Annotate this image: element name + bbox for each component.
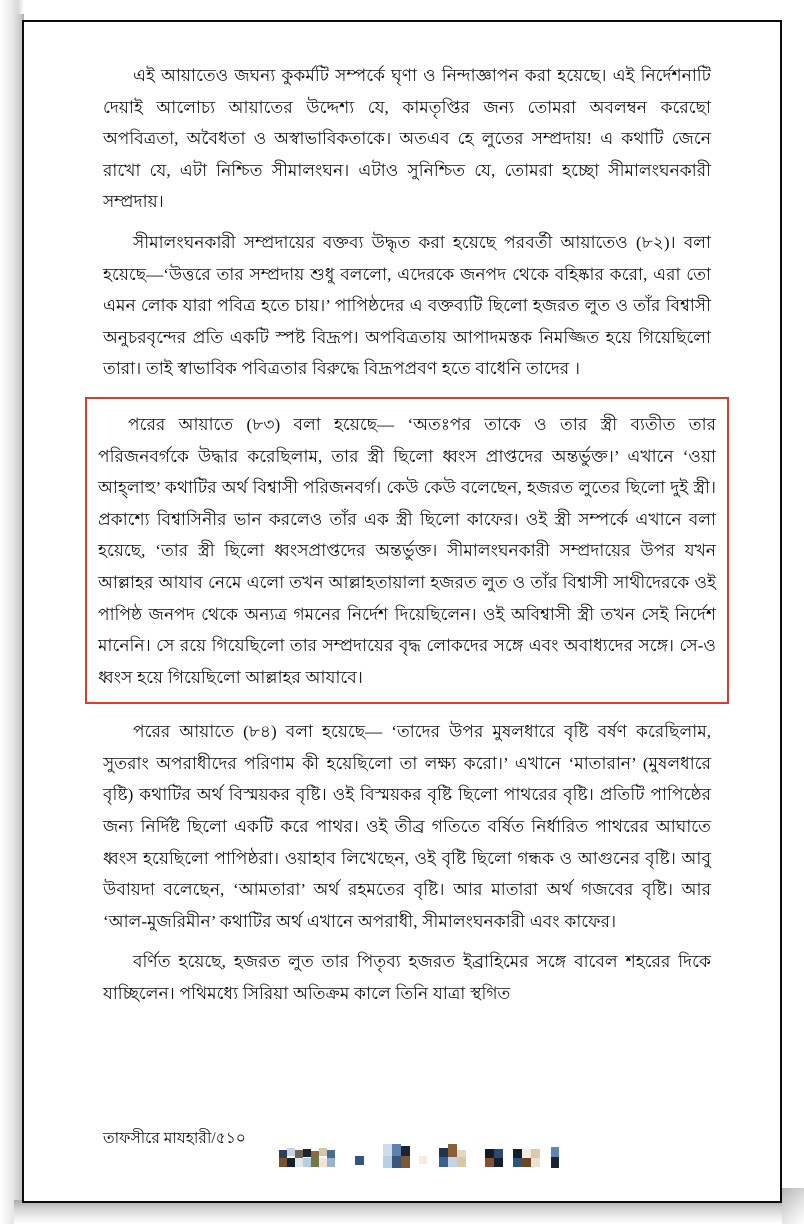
- page-body-text: [98, 60, 716, 1019]
- highlighted-callout-box: [85, 397, 729, 704]
- document-page: [22, 20, 782, 1203]
- footer-page-label: তাফসীরে মাযহারী/৫১০: [103, 1130, 246, 1147]
- pixelated-colour-artifact-icon: [279, 1144, 563, 1178]
- callout-paragraph-3: পরের আয়াতে (৮৩) বলা হয়েছে— ‘অতঃপর তাকে ও তার স্ত্রী ব্যতীত তার পরিজনবর্গকে উদ্ধার করেছিলাম, তার স্ত্রী ছিলো ধ্বংস প্রাপ্তদের অন্তর্ভুক্ত।’ এখানে ‘ওয়া আহ্‌লাহু’ কথাটির অর্থ বিশ্বাসী পরিজনবর্গ। কেউ কেউ বলেছেন, হজরত লুতের ছিলো দুই স্ত্রী। প্রকাশ্যে বিশ্বাসিনীর ভান করলেও তাঁর এক স্ত্রী ছিলো কাফের। ওই স্ত্রী সম্পর্কে এখানে বলা হয়েছে, ‘তার স্ত্রী ছিলো ধ্বংসপ্রাপ্তদের অন্তর্ভুক্ত। সীমালংঘনকারী সম্প্রদায়ের উপর যখন আল্লাহর আযাব নেমে এলো তখন আল্লাহতায়ালা হজরত লুত ও তাঁর বিশ্বাসী সাথীদেরকে ওই পাপিষ্ঠ জনপদ থেকে অন্যত্র গমনের নির্দেশ দিয়েছিলেন। ওই অবিশ্বাসী স্ত্রী তখন সেই নির্দেশ মানেনি। সে রয়ে গিয়েছিলো তার সম্প্রদায়ের বৃদ্ধ লোকদের সঙ্গে এবং অবাধ্যদের সঙ্গে। সে-ও ধ্বংস হয়ে গিয়েছিলো আল্লাহর আযাবে।: [98, 414, 716, 687]
- page-shadow-bottom: [14, 1200, 804, 1224]
- page-shadow-left: [0, 14, 24, 1214]
- page-footer: [103, 1126, 728, 1186]
- body-paragraph-5: বর্ণিত হয়েছে, হজরত লুত তার পিতৃব্য হজরত ইব্রাহিমের সঙ্গে বাবেল শহরের দিকে যাচ্ছিলেন। পথিমধ্যে সিরিয়া অতিক্রম কালে তিনি যাত্রা স্থগিত: [103, 952, 711, 1004]
- body-paragraph-1: এই আয়াতেও জঘন্য কুকর্মটি সম্পর্কে ঘৃণা ও নিন্দাজ্ঞাপন করা হয়েছে। এই নির্দেশনাটি দেয়াই আলোচ্য আয়াতের উদ্দেশ্য যে, কামতৃপ্তির জন্য তোমরা অবলম্বন করেছো অপবিত্রতা, অবৈধতা ও অস্বাভাবিকতাকে। অতএব হে লুতের সম্প্রদায়! এ কথাটি জেনে রাখো যে, এটা নিশ্চিত সীমালংঘন। এটাও সুনিশ্চিত যে, তোমরা হচ্ছো সীমালংঘনকারী সম্প্রদায়।: [103, 66, 711, 212]
- body-paragraph-2: সীমালংঘনকারী সম্প্রদায়ের বক্তব্য উদ্ধৃত করা হয়েছে পরবর্তী আয়াতেও (৮২)। বলা হয়েছে—‘উত্তরে তার সম্প্রদায় শুধু বললো, এদেরকে জনপদ থেকে বহিষ্কার করো, এরা তো এমন লোক যারা পবিত্র হতে চায়।’ পাপিষ্ঠদের এ বক্তব্যটি ছিলো হজরত লুত ও তাঁর বিশ্বাসী অনুচরবৃন্দের প্রতি একটি স্পষ্ট বিদ্রূপ। অপবিত্রতায় আপাদমস্তক নিমজ্জিত হয়ে গিয়েছিলো তারা। তাই স্বাভাবিক পবিত্রতার বিরুদ্ধে বিদ্রূপপ্রবণ হতে বাধেনি তাদের ।: [103, 232, 711, 379]
- page-shadow-right: [782, 1188, 804, 1224]
- body-paragraph-4: পরের আয়াতে (৮৪) বলা হয়েছে— ‘তাদের উপর মুষলধারে বৃষ্টি বর্ষণ করেছিলাম, সুতরাং অপরাধীদের পরিণাম কী হয়েছিলো তা লক্ষ্য করো।’ এখানে ‘মাতারান’ (মুষলধারে বৃষ্টি) কথাটির অর্থ বিস্ময়কর বৃষ্টি। ওই বিস্ময়কর বৃষ্টি ছিলো পাথরের বৃষ্টি। প্রতিটি পাপিষ্ঠের জন্য নির্দিষ্ট ছিলো একটি করে পাথর। ওই তীব্র গতিতে বর্ষিত নির্ধারিত পাথরের আঘাতে ধ্বংস হয়েছিলো পাপিষ্ঠরা। ওয়াহাব লিখেছেন, ওই বৃষ্টি ছিলো গন্ধক ও আগুনের বৃষ্টি। আবু উবায়দা বলেছেন, ‘আমতারা’ অর্থ রহমতের বৃষ্টি। আর মাতারা অর্থ গজবের বৃষ্টি। আর ‘আল-মুজরিমীন’ কথাটির অর্থ এখানে অপরাধী, সীমালংঘনকারী এবং কাফের।: [103, 722, 711, 931]
